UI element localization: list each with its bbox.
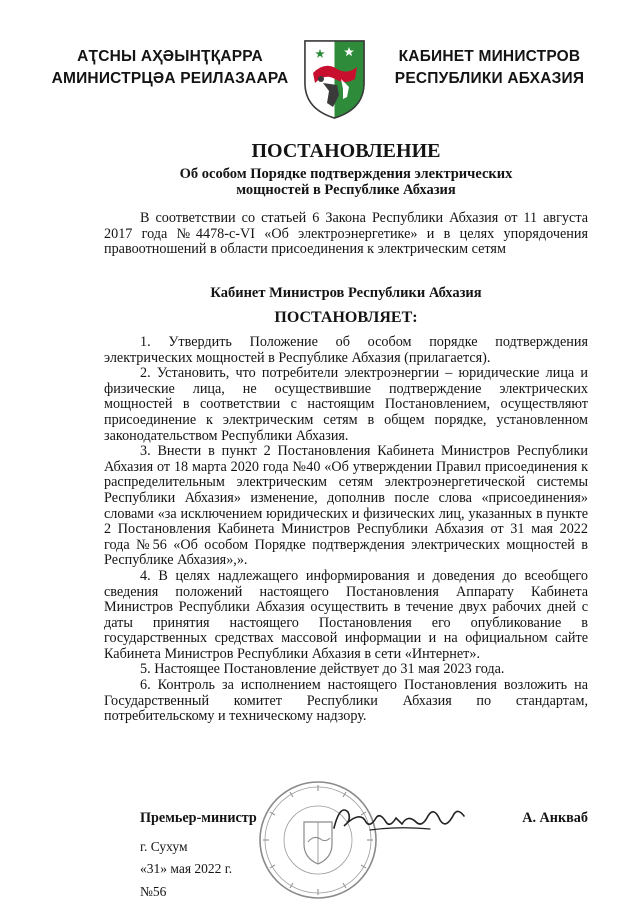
document-number: №56 [140, 884, 167, 899]
official-seal-stamp [256, 778, 380, 902]
document-type: ПОСТАНОВЛЕНИЕ [251, 140, 441, 162]
issuer: Кабинет Министров Республики Абхазия [210, 285, 482, 301]
header-right-line2: РЕСПУБЛИКИ АБХАЗИЯ [394, 70, 585, 87]
resolves-heading: ПОСТАНОВЛЯЕТ: [274, 309, 418, 326]
item-5: 5. Настоящее Постановление действует до 31 мая 2023 года. [140, 661, 505, 678]
preamble-text: В соответствии со статьей 6 Закона Республики Абхазия от 11 августа 2017 года №4478-с-VI «Об электроэнергетике» и в целях упорядочения правоотношений в области присоединения к электрическим сетям [104, 210, 588, 258]
signatory-name: А. Анкваб [522, 810, 588, 826]
item-3: 3. Внести в пункт 2 Постановления Кабинета Министров Республики Абхазия от 18 марта 2020 года №40 «Об утверждении Правил присоединения к распределительным электрическим сетям электроэнергетической системы Республики Абхазия» изменение, дополнив после слова «присоединения» словами «за исключением юридических и физических лиц, указанных в пункте 2 Постановления Кабинета Министров Республики Абхазия от 31 мая 2022 года №56 «Об особом Порядке подтверждения электрических мощностей в Республике Абхазия»,». [104, 443, 588, 569]
handwritten-signature [330, 800, 470, 836]
subject-line2: мощностей в Республике Абхазия [236, 182, 456, 198]
item-6: 6. Контроль за исполнением настоящего Постановления возложить на Государственный комитет Республики Абхазия по стандартам, потребительскому и техническому надзору. [104, 677, 588, 725]
header-right-line1: КАБИНЕТ МИНИСТРОВ [398, 48, 581, 65]
city: г. Сухум [140, 839, 188, 854]
preamble [104, 211, 588, 258]
item-4: 4. В целях надлежащего информирования и доведения до всеобщего сведения положений настоящего Постановления Аппарату Кабинета Министров Республики Абхазия осуществить в течение двух рабочих дней с даты принятия настоящего Постановления его опубликование в государственных средствах массовой информации и на официальном сайте Кабинета Министров Республики Абхазия в сети «Интернет». [104, 567, 588, 662]
header-right [382, 46, 597, 90]
document-subject [104, 166, 588, 198]
header-left-line1: АҬСНЫ АҲӘЫНҬҚАРРА [77, 48, 263, 65]
item-2: 2. Установить, что потребители электроэнергии – юридические лица и физические лица, не осуществившие подтверждение электрических мощностей в соответствии с настоящим Постановлением, осуществляют присоединение к электрическим сетям в общем порядке, установленном законодательством Республики Абхазия. [104, 365, 588, 444]
subject-line1: Об особом Порядке подтверждения электрических [179, 166, 513, 182]
date: «31» мая 2022 г. [140, 861, 233, 876]
item-1: 1. Утвердить Положение об особом порядке подтверждения электрических мощностей в Республике Абхазия (прилагается). [104, 334, 588, 366]
coat-of-arms-icon [303, 39, 366, 120]
header-left-line2: АМИНИСТРЦӘА РЕИЛАЗААРА [51, 70, 289, 87]
items-list [104, 335, 588, 725]
signatory-position: Премьер-министр [140, 810, 257, 826]
header-left [40, 46, 300, 90]
